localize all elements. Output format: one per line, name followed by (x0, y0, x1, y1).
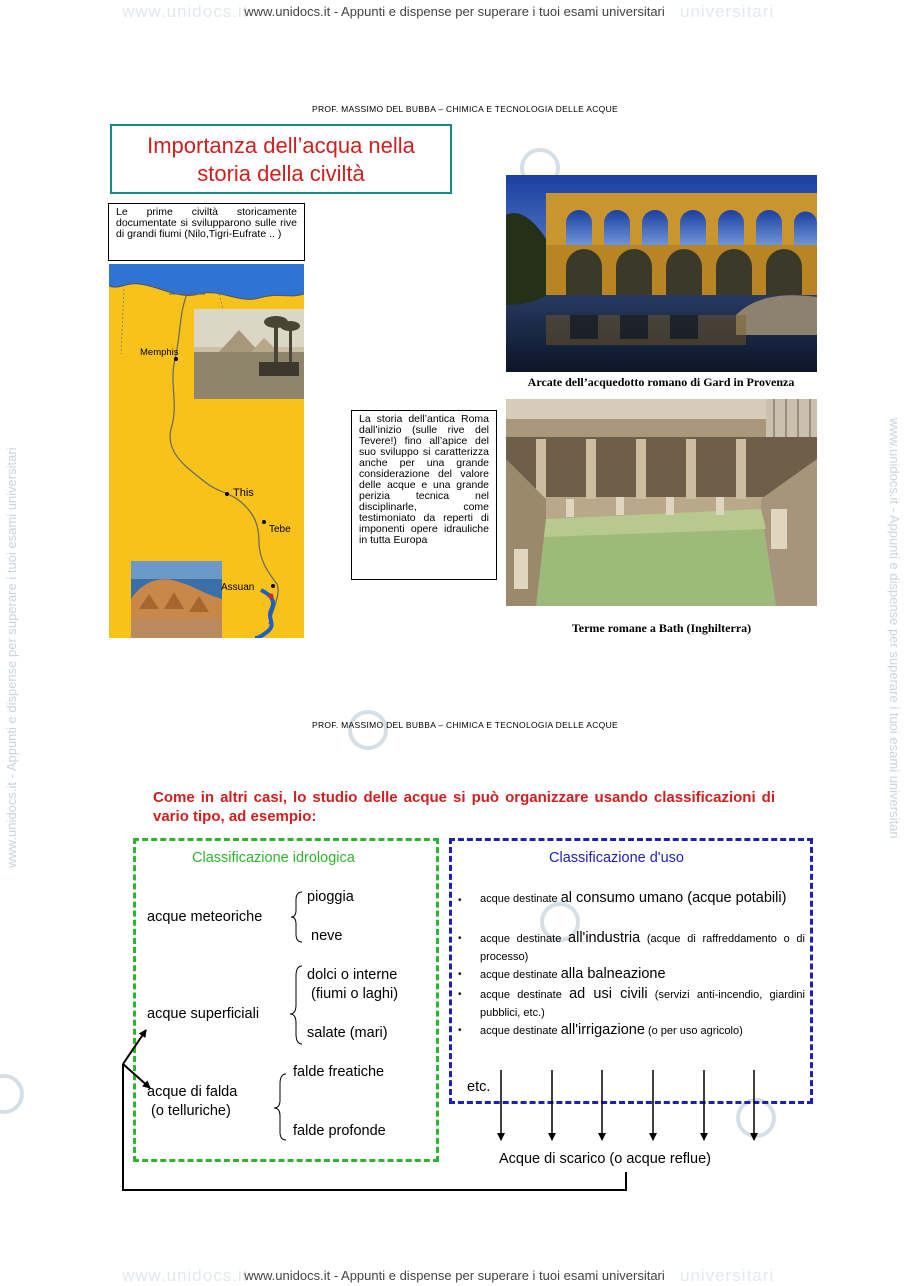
label-dolci: dolci o interne (307, 967, 398, 983)
watermark-ghost-right-bottom: universitari (680, 1266, 775, 1285)
slide2-intro: Come in altri casi, lo studio delle acque si può organizzare usando classificazioni di vario tipo, ad esempio: (153, 789, 775, 825)
hydro-title: Classificazione idrologica (192, 850, 355, 866)
bullet-3: • (458, 969, 462, 980)
caption-baths: Terme romane a Bath (Inghilterra) (571, 621, 752, 635)
use-item-pre: acque destinate (480, 1025, 561, 1037)
use-title: Classificazione d'uso (549, 850, 684, 866)
label-pioggia: pioggia (307, 889, 354, 905)
use-item-post: (servizi anti-incendio, giardini pubblici, etc.) (480, 989, 805, 1019)
slide1-title-line2: storia della civiltà (197, 161, 365, 186)
slide1-header: PROF. MASSIMO DEL BUBBA – CHIMICA E TECNOLOGIA DELLE ACQUE (311, 104, 618, 114)
use-item-strong: al consumo umano (acque potabili) (560, 890, 787, 906)
label-telluriche: (o telluriche) (151, 1103, 231, 1119)
arrow-to-falda (123, 1064, 150, 1088)
use-item-pre: acque destinate (480, 893, 561, 905)
bullet-4: • (458, 989, 462, 1000)
label-fiumi-laghi: (fiumi o laghi) (311, 986, 399, 1002)
use-item-pre: acque destinate (480, 989, 570, 1001)
watermark-banner-top: www.unidocs.it - Appunti e dispense per superare i tuoi esami universitari (244, 4, 665, 19)
map-label-tebe: Tebe (269, 524, 291, 535)
brace-meteoriche (291, 892, 302, 942)
use-item-strong: all'irrigazione (560, 1022, 645, 1038)
watermark-banner-bottom: www.unidocs.it - Appunti e dispense per superare i tuoi esami universitari (244, 1268, 665, 1283)
caption-aqueduct: Arcate dell’acquedotto romano di Gard in Provenza (527, 375, 795, 389)
watermark-ghost-left: www.unidocs.it (122, 2, 249, 21)
slide1-title-line1: Importanza dell’acqua nella (147, 133, 415, 158)
use-item-pre: acque destinate (480, 933, 569, 945)
label-acque-di-falda: acque di falda (147, 1084, 238, 1100)
brace-superficiali (290, 966, 302, 1044)
label-falde-profonde: falde profonde (293, 1123, 386, 1139)
label-acque-meteoriche: acque meteoriche (147, 909, 263, 925)
watermark-vertical-right: www.unidocs.it - Appunti e dispense per superare i tuoi esami universitari (887, 418, 902, 839)
feedback-loop-line (123, 1064, 626, 1190)
use-item-strong: all'industria (568, 930, 641, 946)
use-item-pre: acque destinate (480, 969, 561, 981)
note-rome: La storia dell’antica Roma dall’inizio (sulle rive del Tevere!) fino all’apice del suo sviluppo si caratterizza anche per una grande considerazione del valore delle acque e una grande perizia tecnica nel disciplinarle, come testimoniato da reperti di imponenti opere idrauliche in tutta Europa (351, 410, 497, 580)
use-item-strong: alla balneazione (560, 966, 666, 982)
use-item-strong: ad usi civili (569, 986, 648, 1002)
brace-falda (274, 1074, 286, 1140)
use-item-post: (o per uso agricolo) (644, 1025, 743, 1037)
label-acque-superficiali: acque superficiali (147, 1006, 260, 1022)
bullet-5: • (458, 1025, 462, 1036)
watermark-ghost-right: universitari (680, 2, 775, 21)
label-salate: salate (mari) (307, 1025, 388, 1041)
label-neve: neve (311, 928, 343, 944)
slide2-header: PROF. MASSIMO DEL BUBBA – CHIMICA E TECNOLOGIA DELLE ACQUE (311, 720, 618, 730)
label-falde-freatiche: falde freatiche (293, 1064, 385, 1080)
bullet-1: • (458, 895, 462, 906)
map-label-memphis: Memphis (140, 347, 179, 358)
label-etc: etc. (467, 1079, 491, 1095)
map-label-this: This (233, 487, 254, 499)
watermark-ghost-left-bottom: www.unidocs.it (122, 1266, 249, 1285)
use-item-post: (acque di raffreddamento o di processo) (480, 933, 805, 963)
label-acque-di-scarico: Acque di scarico (o acque reflue) (499, 1151, 711, 1167)
arrow-to-superficiali (123, 1030, 146, 1064)
note-rivers: Le prime civiltà storicamente documentate si svilupparono sulle rive di grandi fiumi (Nilo,Tigri-Eufrate .. ) (108, 203, 305, 261)
bullet-2: • (458, 933, 462, 944)
map-label-assuan: Assuan (221, 582, 255, 593)
watermark-vertical-left: www.unidocs.it - Appunti e dispense per superare i tuoi esami universitari (4, 447, 19, 868)
